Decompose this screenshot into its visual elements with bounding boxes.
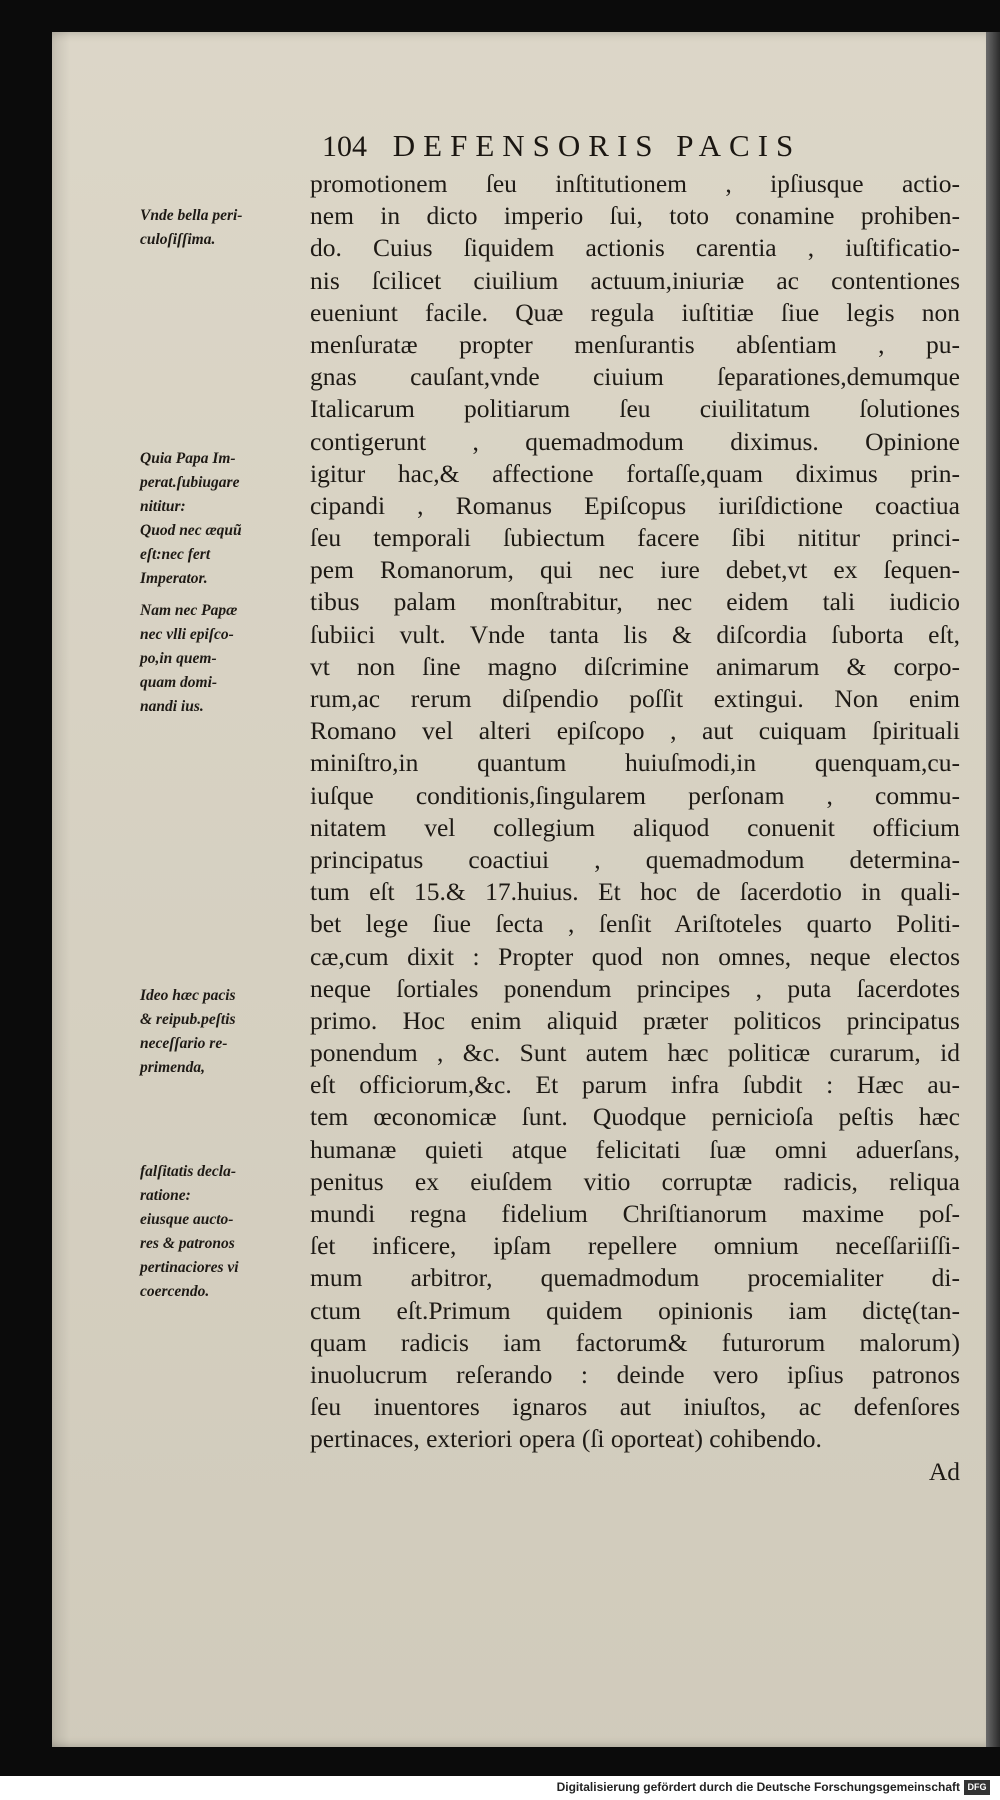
- text-line: mundi regna fidelium Chriſtianorum maxime poſ-: [310, 1199, 960, 1228]
- text-line: contigerunt , quemadmodum diximus. Opinione: [310, 426, 960, 456]
- gloss-line: Ideo hæc pacis: [140, 987, 236, 1004]
- book-edge: [986, 32, 1000, 1747]
- gloss-line: & reipub.peſtis: [140, 1011, 236, 1028]
- margin-gloss: [140, 984, 310, 1080]
- text-line: igitur hac,& affectione fortaſſe,quam diximus prin-: [310, 458, 960, 488]
- gloss-line: Vnde bella peri-: [140, 207, 243, 224]
- margin-gloss: [140, 204, 310, 252]
- page-number: 104: [322, 130, 367, 163]
- gloss-line: eſt:nec fert: [140, 546, 211, 563]
- text-line: do. Cuius ſiquidem actionis carentia , iuſtificatio-: [310, 233, 960, 263]
- text-line: bet lege ſiue ſecta , ſenſit Ariſtoteles quarto Politi-: [310, 909, 960, 939]
- text-line: penitus ex eiuſdem vitio corruptæ radicis, reliqua: [310, 1166, 960, 1196]
- gloss-line: po,in quem-: [140, 650, 217, 667]
- text-line: humanæ quieti atque felicitati ſuæ omni aduerſans,: [310, 1134, 960, 1164]
- margin-gloss: [140, 1160, 310, 1304]
- gloss-line: quam domi-: [140, 674, 218, 691]
- text-line: miniſtro,in quantum huiuſmodi,in quenquam,cu-: [310, 748, 960, 778]
- text-line: eſt officiorum,&c. Et parum infra ſubdit : Hæc au-: [310, 1070, 960, 1100]
- text-line: tibus palam monſtrabitur, nec eidem tali iudicio: [310, 587, 960, 617]
- margin-gloss: [140, 447, 310, 591]
- text-line: neque ſortiales ponendum principes , puta ſacerdotes: [310, 973, 960, 1003]
- text-line: vt non ſine magno diſcrimine animarum & corpo-: [310, 651, 960, 681]
- text-line: promotionem ſeu inſtitutionem , ipſiusque actio-: [310, 169, 960, 198]
- catchword: Ad: [928, 1456, 960, 1486]
- text-line: rum,ac rerum diſpendio poſſit extingui. Non enim: [310, 684, 960, 713]
- text-line: eueniunt facile. Quæ regula iuſtitiæ ſiue legis non: [310, 297, 960, 327]
- text-line: ſubiici vult. Vnde tanta lis & diſcordia ſuborta eſt,: [310, 619, 960, 649]
- running-head: [322, 128, 922, 164]
- running-title: DEFENSORIS PACIS: [392, 128, 802, 163]
- dfg-logo: DFG: [964, 1780, 990, 1795]
- text-line: nitatem vel collegium aliquod conuenit officium: [310, 812, 960, 842]
- gloss-line: neceſſario re-: [140, 1035, 228, 1052]
- gloss-line: nandi ius.: [140, 698, 204, 715]
- text-line: Romano vel alteri epiſcopo , aut cuiquam ſpirituali: [310, 716, 960, 746]
- text-line: ſeu inuentores ignaros aut iniuſtos, ac defenſores: [310, 1392, 960, 1422]
- text-line: primo. Hoc enim aliquid præter politicos principatus: [310, 1005, 960, 1035]
- gloss-line: eiusque aucto-: [140, 1211, 234, 1228]
- gloss-line: pertinaciores vi: [140, 1259, 239, 1276]
- gloss-line: Quia Papa Im-: [140, 450, 236, 467]
- text-line: mum arbitror, quemadmodum procemialiter di-: [310, 1263, 960, 1293]
- text-line: tem œconomicæ ſunt. Quodque pernicioſa peſtis hæc: [310, 1102, 960, 1132]
- text-line: ſet inficere, ipſam repellere omnium neceſſariiſſi-: [310, 1231, 960, 1261]
- gloss-line: Nam nec Papæ: [140, 602, 238, 619]
- gloss-line: coercendo.: [140, 1283, 210, 1300]
- gloss-line: nititur:: [140, 498, 186, 515]
- text-line: nem in dicto imperio ſui, toto conamine prohiben-: [310, 201, 960, 231]
- text-line: cipandi , Romanus Epiſcopus iuriſdictione coactiua: [310, 490, 960, 520]
- text-line: iuſque conditionis,ſingularem perſonam , commu-: [310, 780, 960, 810]
- text-line: principatus coactiui , quemadmodum determina-: [310, 844, 960, 874]
- gloss-line: ratione:: [140, 1187, 191, 1204]
- text-line: ctum eſt.Primum quidem opinionis iam dictę(tan-: [310, 1295, 960, 1325]
- text-line: tum eſt 15.& 17.huius. Et hoc de ſacerdotio in quali-: [310, 877, 960, 907]
- text-line: ſeu temporali ſubiectum facere ſibi nititur princi-: [310, 523, 960, 553]
- text-line: quam radicis iam factorum& futurorum malorum): [310, 1327, 960, 1357]
- body-text: [310, 168, 960, 1488]
- funding-notice: Digitalisierung gefördert durch die Deutsche Forschungsgemeinschaft: [556, 1780, 960, 1794]
- text-line: cæ,cum dixit : Propter quod non omnes, neque electos: [310, 941, 960, 971]
- margin-gloss: [140, 599, 310, 719]
- gloss-line: Imperator.: [140, 570, 208, 587]
- gloss-line: culoſiſſima.: [140, 231, 216, 248]
- text-line: nis ſcilicet ciuilium actuum,iniuriæ ac contentiones: [310, 265, 960, 295]
- text-line: pem Romanorum, qui nec iure debet,vt ex ſequen-: [310, 555, 960, 585]
- text-line: menſuratæ propter menſurantis abſentiam , pu-: [310, 329, 960, 359]
- gloss-line: falſitatis decla-: [140, 1163, 236, 1180]
- footer-bar: [0, 1776, 1000, 1800]
- gloss-line: nec vlli epiſco-: [140, 626, 234, 643]
- gloss-line: primenda,: [140, 1059, 206, 1076]
- text-line: gnas cauſant,vnde ciuium ſeparationes,demumque: [310, 362, 960, 392]
- text-line: inuolucrum reſerando : deinde vero ipſius patronos: [310, 1359, 960, 1389]
- gloss-line: res & patronos: [140, 1235, 235, 1252]
- gloss-line: Quod nec æquũ: [140, 522, 242, 539]
- text-line: ponendum , &c. Sunt autem hæc politicæ curarum, id: [310, 1038, 960, 1068]
- text-line: pertinaces, exteriori opera (ſi oporteat) cohibendo.: [310, 1424, 822, 1454]
- gloss-line: perat.ſubiugare: [140, 474, 240, 491]
- text-line: Italicarum politiarum ſeu ciuilitatum ſolutiones: [310, 394, 960, 424]
